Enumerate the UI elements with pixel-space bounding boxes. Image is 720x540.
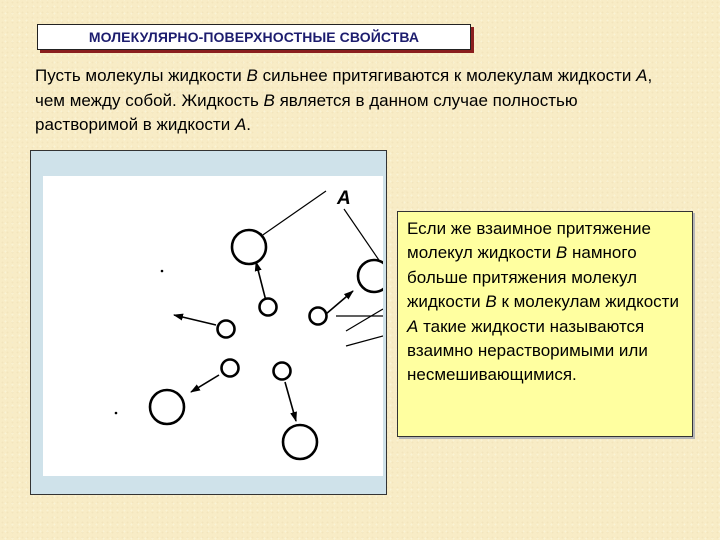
intro-liquid-b: В bbox=[246, 66, 258, 85]
molecule-a-2 bbox=[358, 260, 388, 292]
attraction-arrow-1 bbox=[256, 262, 266, 301]
note-box bbox=[397, 211, 693, 437]
speck-2 bbox=[115, 412, 117, 414]
note-text-2: намного больше притяжения молекул жидкости bbox=[407, 243, 638, 312]
molecule-b-4 bbox=[222, 360, 239, 377]
attraction-line-2 bbox=[346, 309, 383, 331]
attraction-arrow-4 bbox=[285, 382, 296, 421]
label-a: A bbox=[337, 188, 351, 209]
molecule-b-2 bbox=[310, 308, 327, 325]
intro-liquid-a-2: А bbox=[234, 115, 247, 134]
molecule-a-4 bbox=[283, 425, 317, 459]
note-text-3: к молекулам жидкости bbox=[496, 292, 679, 312]
slide-title-text: МОЛЕКУЛЯРНО-ПОВЕРХНОСТНЫЕ СВОЙСТВА bbox=[88, 29, 420, 45]
attraction-arrow-5 bbox=[326, 291, 353, 314]
label-a-pointer-1 bbox=[257, 191, 326, 239]
intro-text-3: , чем между собой. Жидкость bbox=[35, 66, 653, 110]
intro-liquid-b-2: В bbox=[263, 90, 275, 110]
molecule-a-1 bbox=[232, 230, 266, 264]
attraction-line-3 bbox=[346, 336, 383, 346]
note-liquid-b-2: В bbox=[485, 292, 497, 312]
note-text-4: такие жидкости называются взаимно нерастворимыми или несмешивающимися. bbox=[407, 316, 648, 385]
note-text-1: Если же взаимное притяжение молекул жидкости bbox=[407, 219, 651, 263]
speck-1 bbox=[161, 270, 163, 272]
intro-liquid-a: А bbox=[636, 66, 648, 85]
molecule-diagram bbox=[31, 151, 388, 496]
intro-text-1: Пусть молекулы жидкости bbox=[35, 66, 247, 85]
molecule-b-5 bbox=[274, 363, 291, 380]
molecule-b-1 bbox=[260, 299, 277, 316]
note-liquid-a: А bbox=[407, 316, 419, 336]
intro-paragraph bbox=[35, 64, 685, 138]
label-a-pointer-2 bbox=[344, 209, 383, 266]
molecule-a-3 bbox=[150, 390, 184, 424]
slide-title bbox=[37, 24, 471, 50]
attraction-arrow-3 bbox=[191, 375, 219, 392]
intro-text-4: является в данном случае полностью растворимой в жидкости bbox=[35, 90, 578, 134]
attraction-arrow-2 bbox=[174, 315, 216, 325]
molecule-figure bbox=[30, 150, 387, 495]
intro-text-5: . bbox=[246, 115, 252, 134]
molecule-b-3 bbox=[218, 321, 235, 338]
intro-text-2: сильнее притягиваются к молекулам жидкости bbox=[257, 66, 637, 85]
note-liquid-b-1: В bbox=[555, 243, 568, 263]
